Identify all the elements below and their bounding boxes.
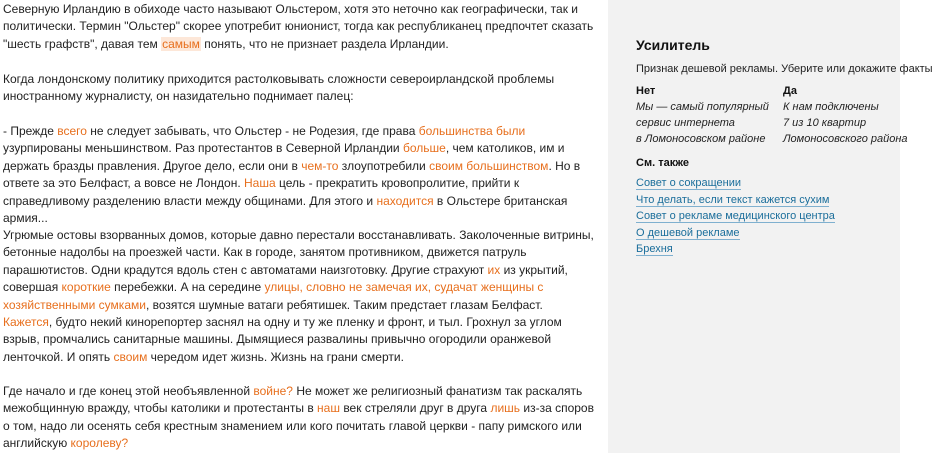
highlighted-phrase[interactable]: улицы, словно не замечая их, судачат женщины с хозяйственными сумками (3, 280, 544, 312)
highlighted-word[interactable]: своим большинством (429, 158, 549, 173)
text-run: не следует забывать, что Ольстер - не Родезия, где права (86, 124, 419, 138)
text-run: цель - прекратить кровопролитие, прийти к справедливому разделению власти между общинами. Для этого и (3, 176, 520, 208)
yes-example (783, 99, 908, 147)
see-also-list (636, 175, 835, 258)
highlighted-word[interactable]: чем-то (301, 158, 339, 173)
yes-example-line: К нам подключены (783, 101, 879, 113)
highlighted-word[interactable]: лишь (490, 401, 521, 416)
text-run: узурпированы меньшинством. Раз протестантов в Северной Ирландии (3, 141, 403, 156)
text-run: век стреляли друг в друга (339, 401, 491, 416)
paragraph-3 (3, 123, 595, 227)
highlighted-word[interactable]: Наша (244, 176, 276, 191)
see-also-title: См. также (636, 157, 689, 169)
text-run: перебежки. А на середине (110, 280, 265, 295)
highlighted-word[interactable]: самым (162, 36, 200, 51)
see-also-link[interactable]: О дешевой рекламе (636, 226, 740, 239)
text-run: Не может же религиозный фанатизм так раскалять межобщинную вражду, чтобы католики и протестанты в (3, 384, 583, 416)
see-also-item (636, 241, 835, 258)
highlighted-word[interactable]: находится (376, 193, 434, 208)
sidebar-summary: Признак дешевой рекламы. Уберите или докажите факты (636, 63, 933, 75)
text-run: из укрытий, совершая (3, 262, 568, 295)
text-run: , будто некий кинорепортер заснял на одну и ту же пленку и фронт, и тыл. Грохнул за углом взрыв, промчались санитарные машины. Дымящиеся развалины привычно огородили оранжевой ленточкой. И опять (3, 315, 562, 364)
no-example-line: Мы — самый популярный (636, 101, 769, 113)
no-example-line: сервис интернета (636, 117, 735, 129)
highlighted-word[interactable]: войне? (253, 384, 293, 398)
yes-example-line: Ломоносовского района (783, 133, 908, 145)
highlighted-word[interactable]: Кажется (3, 315, 49, 330)
text-run: - Прежде (3, 124, 58, 138)
paragraph-4 (3, 227, 595, 366)
text-run: злоупотребили (338, 158, 430, 173)
highlighted-word[interactable]: короткие (61, 280, 111, 295)
highlighted-word[interactable]: всего (57, 124, 87, 138)
see-also-link[interactable]: Что делать, если текст кажется сухим (636, 193, 830, 206)
text-run: , чем католиков, им и держать бразды правления. Другое дело, если они в (3, 141, 565, 173)
highlighted-word[interactable]: большинства были (418, 124, 526, 138)
text-run: . Но в ответе за это Белфаст, а вовсе не Лондон. (3, 158, 581, 191)
text-run: Где начало и где конец этой необъявленной (3, 384, 254, 398)
text-run: в Ольстере британская армия... (3, 193, 568, 226)
no-column-label: Нет (636, 85, 656, 97)
paragraph-5 (3, 383, 595, 453)
highlighted-word[interactable]: королеву? (70, 436, 129, 451)
sidebar-title: Усилитель (636, 37, 710, 53)
text-run: Угрюмые остовы взорванных домов, которые давно перестали восстанавливать. Заколоченные витрины, бетонные надолбы на проезжей части. Как в городе, занятом противником, движется патруль парашютистов. Одни крадутся вдоль стен с автоматами наизготовку. Другие страхуют (3, 228, 594, 277)
text-run: Когда лондонскому политику приходится растолковывать сложности североирландской проблемы иностранному журналисту, он назидательно поднимает палец: (3, 72, 555, 104)
no-example-line: в Ломоносовском районе (636, 133, 766, 145)
see-also-link[interactable]: Совет о рекламе медицинского центра (636, 210, 835, 222)
paragraph-2 (3, 71, 595, 106)
see-also-item (636, 192, 835, 209)
no-example (636, 99, 769, 147)
highlighted-word[interactable]: их (487, 262, 501, 277)
highlighted-word[interactable]: своим (113, 349, 148, 364)
see-also-item (636, 175, 835, 192)
text-run: чередом идет жизнь. Жизнь на грани смерти. (147, 349, 404, 364)
text-run: понять, что не признает раздела Ирландии. (200, 36, 449, 51)
see-also-link[interactable]: Брехня (636, 243, 673, 255)
see-also-item (636, 208, 835, 225)
see-also-link[interactable]: Совет о сокращении (636, 177, 741, 189)
see-also-item (636, 225, 835, 242)
text-run: , возятся шумные ватаги ребятишек. Таким предстает глазам Белфаст. (145, 297, 543, 312)
highlighted-word[interactable]: больше (402, 141, 446, 156)
yes-column-label: Да (783, 85, 797, 97)
text-run: Северную Ирландию в обиходе часто называют Ольстером, хотя это неточно как географически, так и политически. Термин "Ольстер" скорее употребит юнионист, тогда как республиканец предпочтет сказать "шесть графств", давая тем (3, 2, 594, 51)
yes-example-line: 7 из 10 квартир (783, 117, 867, 129)
paragraph-1 (3, 1, 595, 53)
text-run: из-за споров о том, надо ли осенять себя крестным знамением или кого почитать главой церкви - папу римского или английскую (3, 401, 594, 451)
advice-sidebar (608, 0, 933, 453)
highlighted-word[interactable]: наш (317, 401, 340, 416)
